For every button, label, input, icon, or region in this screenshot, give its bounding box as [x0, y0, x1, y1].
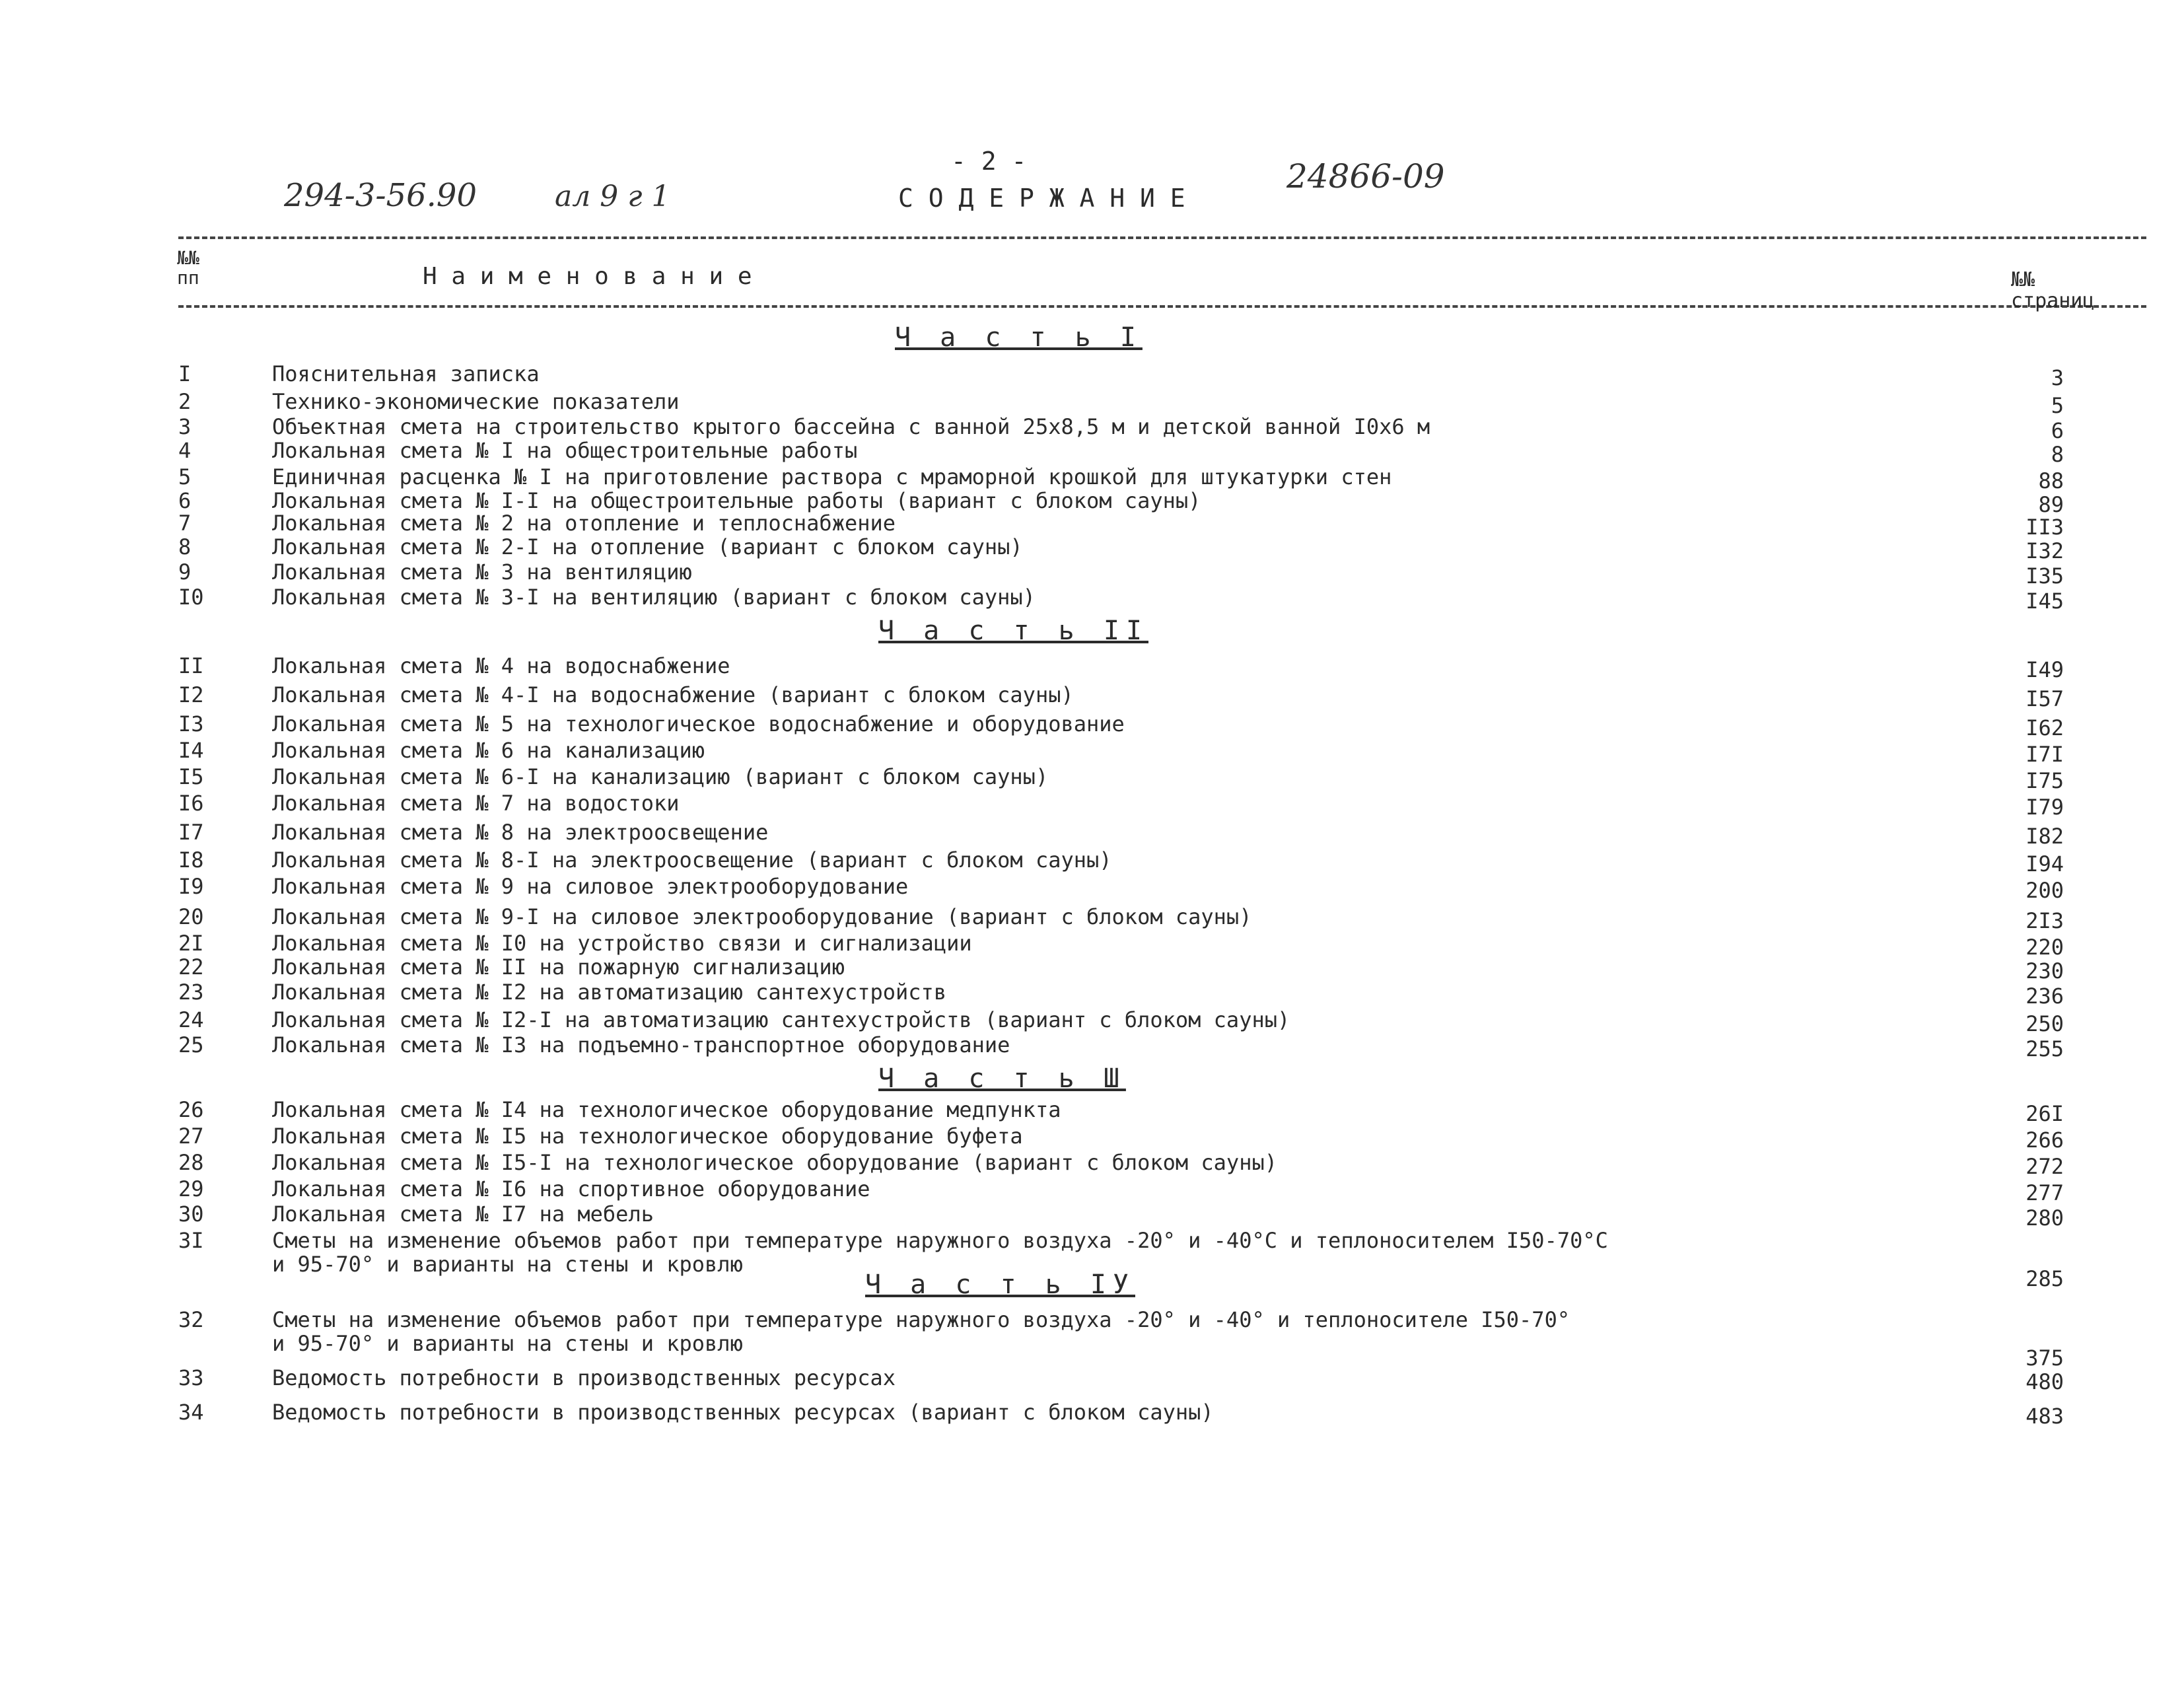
row-name: Технико-экономические показатели	[272, 389, 680, 414]
col-header-number: №№ пп	[177, 247, 199, 289]
row-page: 480	[2025, 1369, 2064, 1394]
header-rule	[178, 305, 2146, 308]
row-number: 33	[178, 1365, 204, 1390]
row-name: Локальная смета № 3-I на вентиляцию (вариант с блоком сауны)	[272, 585, 1036, 610]
row-page: 375	[2025, 1345, 2064, 1371]
row-page: 285	[2025, 1266, 2064, 1291]
row-name: Локальная смета № I6 на спортивное оборудование	[272, 1176, 870, 1201]
row-number: 4	[178, 438, 192, 463]
row-number: 20	[178, 904, 204, 929]
row-page: I94	[2025, 851, 2064, 877]
row-name: Ведомость потребности в производственных ресурсах	[272, 1365, 896, 1390]
col-header-pages: №№ страниц	[2011, 268, 2095, 312]
row-name: Локальная смета № 9-I на силовое электрооборудование (вариант с блоком сауны)	[272, 904, 1252, 929]
page-title: С О Д Е Р Ж А Н И Е	[898, 184, 1185, 213]
row-number: 29	[178, 1176, 204, 1201]
row-number: I6	[178, 791, 204, 816]
row-page: I49	[2025, 657, 2064, 682]
row-number: 32	[178, 1307, 204, 1332]
row-number: 27	[178, 1124, 204, 1149]
row-name-continuation: и 95-70° и варианты на стены и кровлю	[272, 1331, 743, 1356]
row-name: Локальная смета № I5-I на технологическое оборудование (вариант с блоком сауны)	[272, 1150, 1277, 1175]
row-number: 34	[178, 1400, 204, 1425]
row-page: 200	[2025, 878, 2064, 903]
row-name: Локальная смета № 3 на вентиляцию	[272, 559, 692, 585]
row-page: I79	[2025, 795, 2064, 820]
row-name: Локальная смета № I на общестроительные работы	[272, 438, 858, 463]
row-page: 483	[2025, 1404, 2064, 1429]
row-name: Сметы на изменение объемов работ при температуре наружного воздуха -20° и -40°С и теплоносителем I50-70°С	[272, 1228, 1608, 1253]
row-name-continuation: и 95-70° и варианты на стены и кровлю	[272, 1252, 743, 1277]
row-page: I82	[2025, 824, 2064, 849]
page-number: - 2 -	[951, 147, 1027, 176]
row-page: I7I	[2025, 742, 2064, 767]
inventory-number: 24866-09	[1286, 157, 1445, 196]
row-number: 30	[178, 1201, 204, 1227]
row-page: 5	[2051, 393, 2064, 418]
row-name: Локальная смета № II на пожарную сигнализацию	[272, 954, 845, 980]
row-page: I75	[2025, 768, 2064, 793]
row-name: Ведомость потребности в производственных ресурсах (вариант с блоком сауны)	[272, 1400, 1214, 1425]
row-page: I32	[2025, 538, 2064, 563]
row-page: 8	[2051, 442, 2064, 467]
row-name: Локальная смета № 4 на водоснабжение	[272, 653, 730, 678]
row-number: 22	[178, 954, 204, 980]
row-page: 266	[2025, 1128, 2064, 1153]
row-page: II3	[2025, 515, 2064, 540]
row-number: 3	[178, 414, 192, 439]
row-page: 277	[2025, 1180, 2064, 1205]
row-page: I35	[2025, 563, 2064, 589]
row-number: 26	[178, 1097, 204, 1122]
row-name: Локальная смета № 9 на силовое электрооборудование	[272, 874, 909, 899]
row-number: 25	[178, 1032, 204, 1057]
row-name: Локальная смета № 4-I на водоснабжение (вариант с блоком сауны)	[272, 682, 1074, 707]
row-number: 24	[178, 1007, 204, 1032]
row-number: I7	[178, 820, 204, 845]
row-number: I9	[178, 874, 204, 899]
row-number: 5	[178, 464, 192, 489]
row-number: 28	[178, 1150, 204, 1175]
row-number: 7	[178, 511, 192, 536]
row-name: Локальная смета № I2-I на автоматизацию сантехустройств (вариант с блоком сауны)	[272, 1007, 1290, 1032]
row-page: 26I	[2025, 1101, 2064, 1126]
row-name: Единичная расценка № I на приготовление раствора с мраморной крошкой для штукатурки стен	[272, 464, 1392, 489]
row-number: I3	[178, 711, 204, 736]
row-name: Локальная смета № I0 на устройство связи и сигнализации	[272, 931, 972, 956]
row-name: Локальная смета № I2 на автоматизацию сантехустройств	[272, 980, 947, 1005]
row-page: 88	[2038, 468, 2064, 493]
row-page: 3	[2051, 365, 2064, 390]
row-number: II	[178, 653, 204, 678]
row-name: Сметы на изменение объемов работ при температуре наружного воздуха -20° и -40° и теплоносителе I50-70°	[272, 1307, 1570, 1332]
row-number: I8	[178, 847, 204, 873]
row-name: Локальная смета № 7 на водостоки	[272, 791, 680, 816]
row-page: 272	[2025, 1154, 2064, 1179]
row-name: Локальная смета № 6-I на канализацию (вариант с блоком сауны)	[272, 764, 1049, 789]
row-name: Локальная смета № 8-I на электроосвещение (вариант с блоком сауны)	[272, 847, 1112, 873]
part-title: Ч а с т ь Ш	[878, 1063, 1126, 1094]
part-title: Ч а с т ь IУ	[865, 1270, 1135, 1300]
row-page: 89	[2038, 492, 2064, 517]
row-number: 3I	[178, 1228, 204, 1253]
row-name: Локальная смета № I7 на мебель	[272, 1201, 654, 1227]
row-name: Локальная смета № I5 на технологическое оборудование буфета	[272, 1124, 1023, 1149]
top-rule	[178, 236, 2146, 239]
row-page: 255	[2025, 1036, 2064, 1061]
album-mark: ал 9 г 1	[555, 180, 670, 213]
row-number: I	[178, 361, 192, 386]
part-title: Ч а с т ь I	[895, 322, 1143, 353]
row-name: Локальная смета № I4 на технологическое оборудование медпункта	[272, 1097, 1061, 1122]
row-page: I62	[2025, 715, 2064, 740]
row-number: I5	[178, 764, 204, 789]
row-name: Локальная смета № 8 на электроосвещение	[272, 820, 769, 845]
row-page: 280	[2025, 1205, 2064, 1231]
row-name: Локальная смета № 6 на канализацию	[272, 738, 705, 763]
row-name: Локальная смета № 2 на отопление и теплоснабжение	[272, 511, 896, 536]
row-page: 250	[2025, 1011, 2064, 1036]
row-name: Пояснительная записка	[272, 361, 540, 386]
row-name: Объектная смета на строительство крытого бассейна с ванной 25х8,5 м и детской ванной I0х6 м	[272, 414, 1430, 439]
row-name: Локальная смета № 5 на технологическое водоснабжение и оборудование	[272, 711, 1125, 736]
row-number: I4	[178, 738, 204, 763]
row-page: 236	[2025, 984, 2064, 1009]
row-name: Локальная смета № 2-I на отопление (вариант с блоком сауны)	[272, 534, 1023, 559]
row-page: I45	[2025, 589, 2064, 614]
row-page: I57	[2025, 686, 2064, 711]
col-header-name: Н а и м е н о в а н и е	[423, 263, 752, 290]
row-number: 8	[178, 534, 192, 559]
row-number: 6	[178, 488, 192, 513]
row-number: 9	[178, 559, 192, 585]
row-number: I2	[178, 682, 204, 707]
row-number: 2I	[178, 931, 204, 956]
row-number: 2	[178, 389, 192, 414]
row-page: 220	[2025, 935, 2064, 960]
row-number: 23	[178, 980, 204, 1005]
row-name: Локальная смета № I3 на подъемно-транспортное оборудование	[272, 1032, 1010, 1057]
row-page: 230	[2025, 958, 2064, 984]
part-title: Ч а с т ь II	[878, 616, 1148, 646]
row-page: 2I3	[2025, 908, 2064, 933]
row-page: 6	[2051, 418, 2064, 443]
row-name: Локальная смета № I-I на общестроительные работы (вариант с блоком сауны)	[272, 488, 1201, 513]
document-code: 294-3-56.90	[284, 177, 477, 214]
row-number: I0	[178, 585, 204, 610]
